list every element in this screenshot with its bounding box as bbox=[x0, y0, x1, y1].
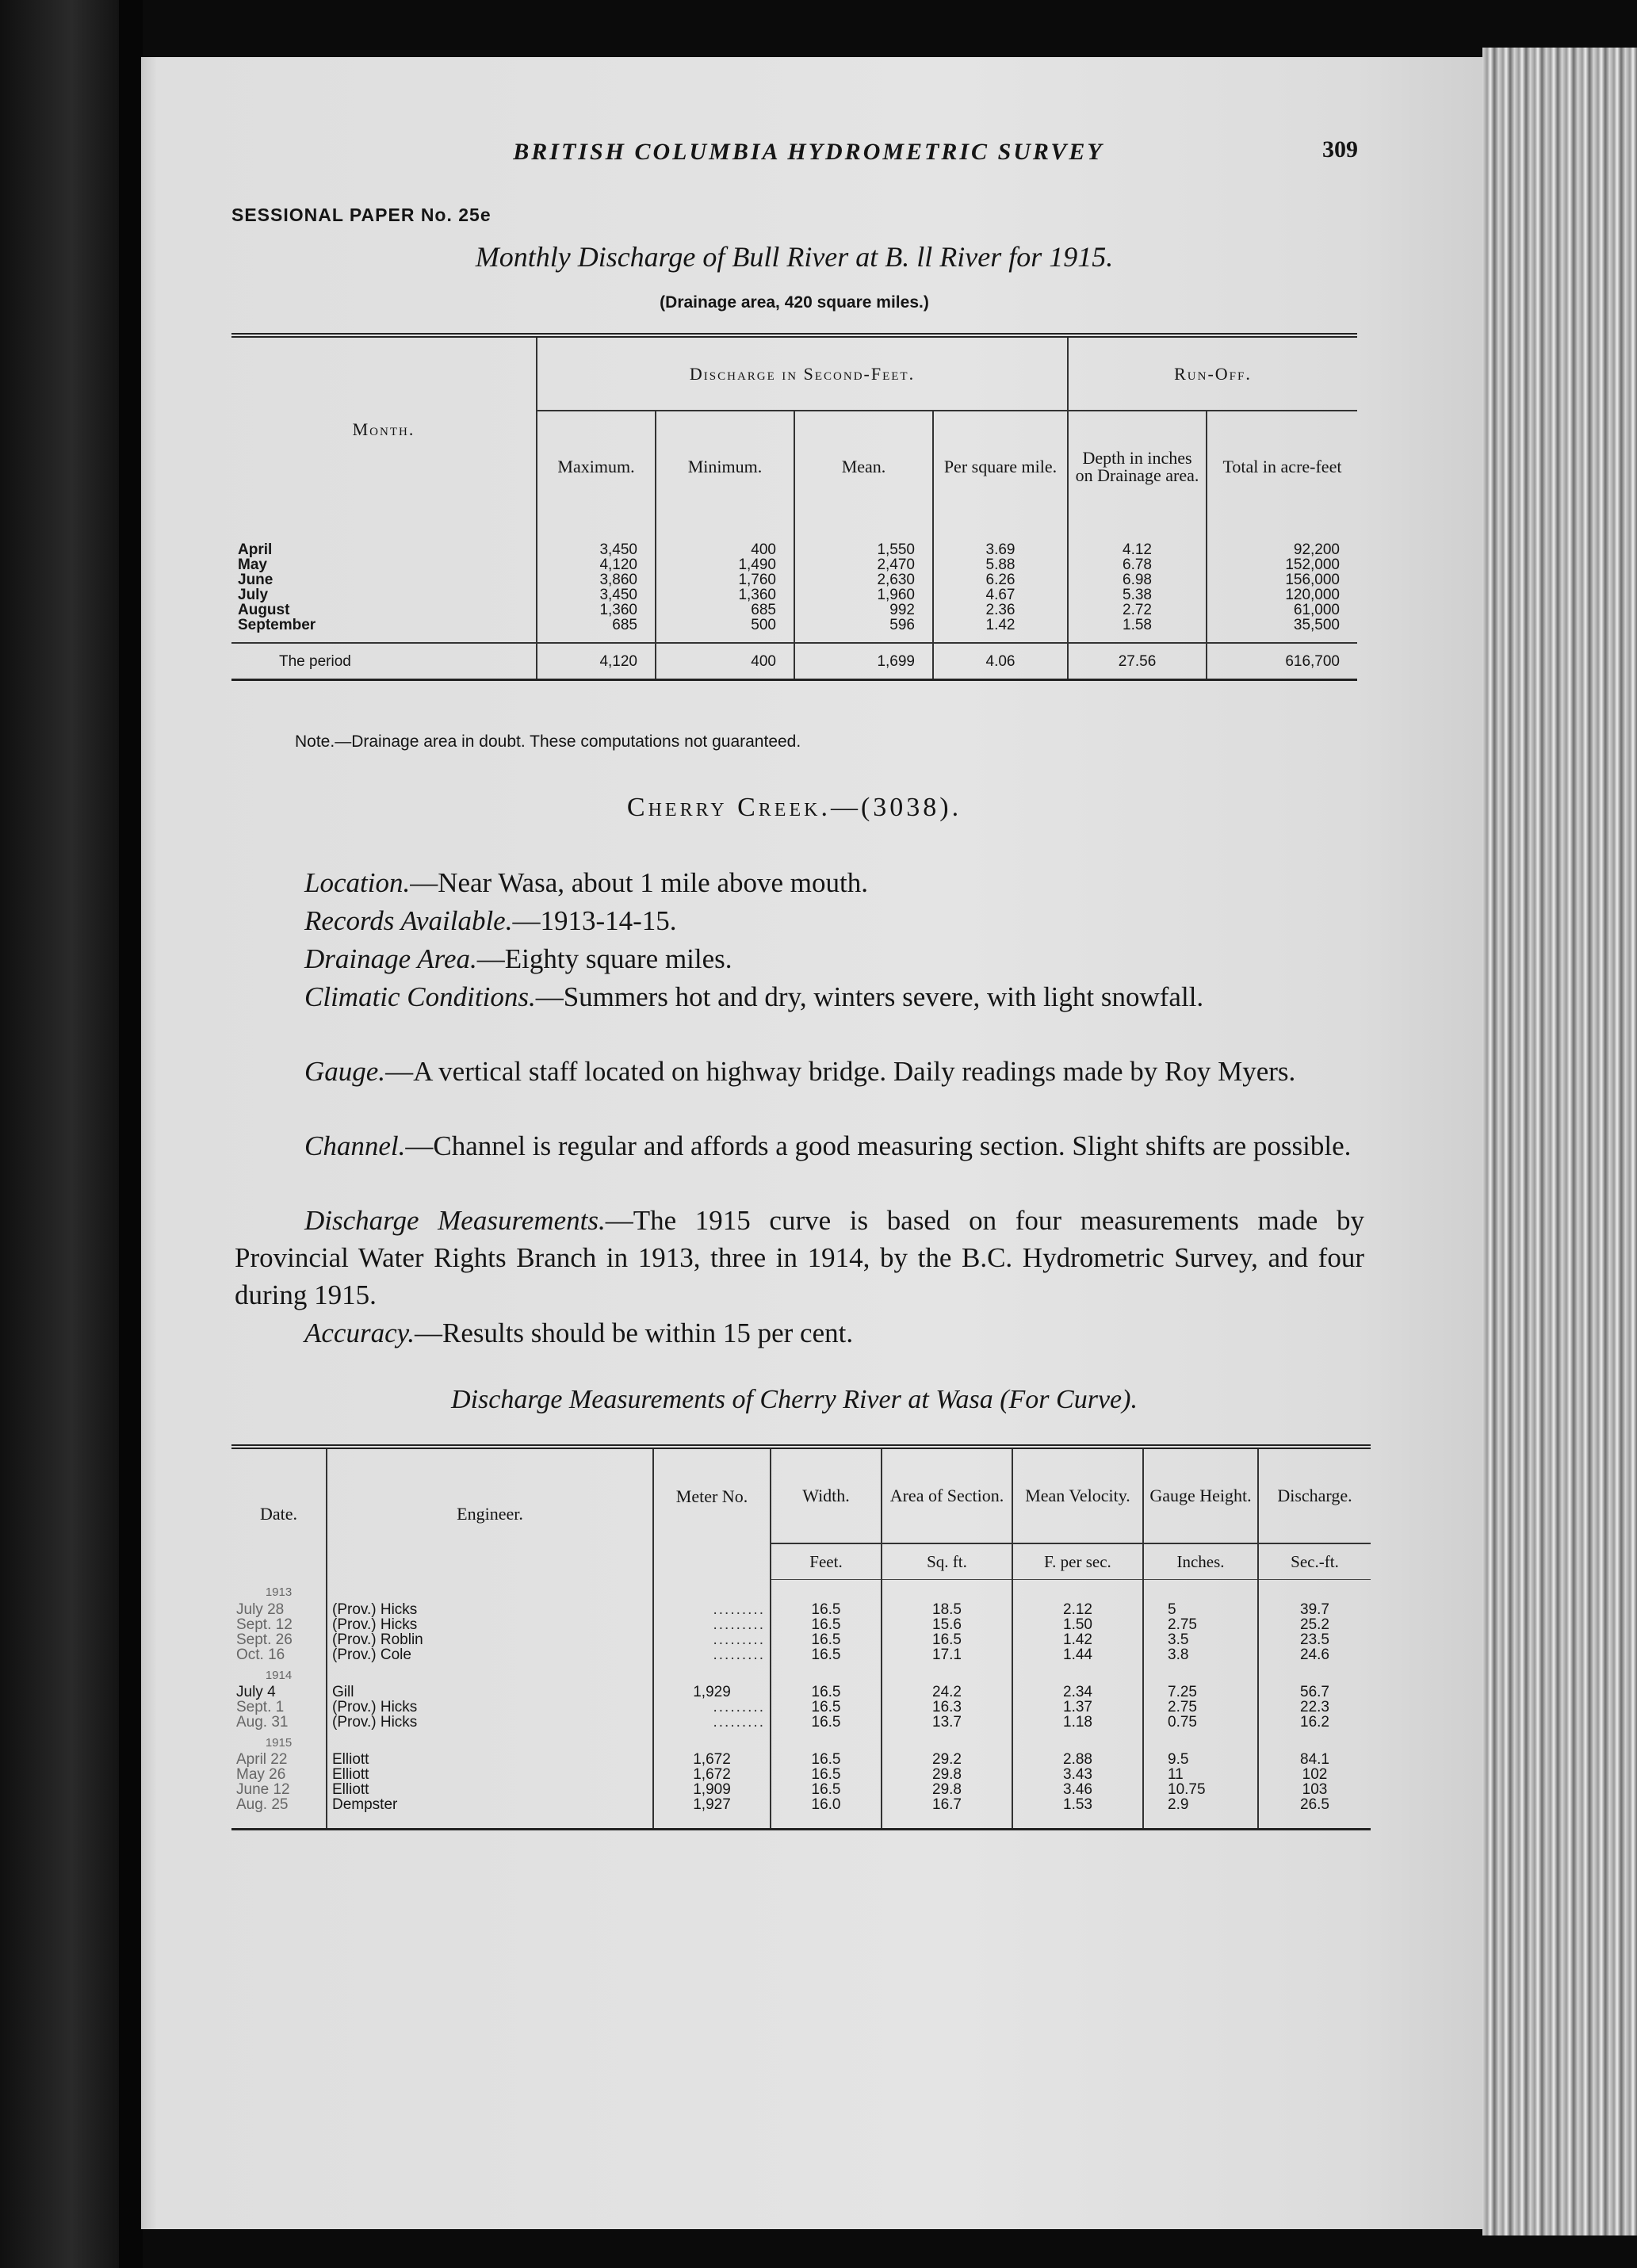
section-title: Cherry Creek.—(3038). bbox=[626, 793, 962, 822]
header-gauge: Gauge Height. bbox=[1143, 1447, 1258, 1543]
meter-cell: ......... bbox=[653, 1617, 771, 1632]
header-width: Width. bbox=[771, 1447, 882, 1543]
header-runoff-group: Run-Off. bbox=[1068, 335, 1357, 411]
location-label: Location. bbox=[304, 867, 411, 898]
measurements-table-title: Discharge Measurements of Cherry River at Wasa (For Curve). bbox=[451, 1385, 1138, 1414]
unit-width: Feet. bbox=[771, 1543, 882, 1580]
records-label: Records Available. bbox=[304, 905, 513, 936]
table-note: Note.—Drainage area in doubt. These computations not guaranteed. bbox=[295, 732, 801, 751]
drainage-label: Drainage Area. bbox=[304, 943, 477, 974]
table-row: April 3,450 400 1,550 3.69 4.12 92,200 bbox=[231, 522, 1357, 557]
header-discharge-group: Discharge in Second-Feet. bbox=[537, 335, 1068, 411]
year-row: 1913 bbox=[231, 1580, 1371, 1603]
table-row: July 3,450 1,360 1,960 4.67 5.38 120,000 bbox=[231, 587, 1357, 602]
table-row: Aug. 25 Dempster 1,927 16.0 16.7 1.53 2.9 26.5 bbox=[231, 1797, 1371, 1830]
header-discharge: Discharge. bbox=[1258, 1447, 1371, 1543]
period-total-row: The period 4,120 400 1,699 4.06 27.56 616,700 bbox=[231, 643, 1357, 680]
drainage-paragraph: Drainage Area.—Eighty square miles. bbox=[304, 943, 732, 974]
header-depth: Depth in inches on Drainage area. bbox=[1068, 411, 1207, 522]
monthly-table-subtitle: (Drainage area, 420 square miles.) bbox=[660, 293, 929, 312]
accuracy-paragraph: Accuracy.—Results should be within 15 per cent. bbox=[304, 1318, 854, 1348]
meter-cell: ......... bbox=[653, 1632, 771, 1647]
climatic-paragraph: Climatic Conditions.—Summers hot and dry, winters severe, with light snowfall. bbox=[304, 981, 1204, 1012]
channel-label: Channel. bbox=[304, 1130, 406, 1161]
header-total: Total in acre-feet bbox=[1207, 411, 1357, 522]
unit-area: Sq. ft. bbox=[882, 1543, 1012, 1580]
meter-cell: ......... bbox=[653, 1602, 771, 1617]
facing-page-edge bbox=[0, 0, 119, 2268]
table-row: September 685 500 596 1.42 1.58 35,500 bbox=[231, 618, 1357, 643]
table-row: Oct. 16 (Prov.) Cole ......... 16.5 17.1 1.44 3.8 24.6 bbox=[231, 1647, 1371, 1662]
table-row: June 3,860 1,760 2,630 6.26 6.98 156,000 bbox=[231, 572, 1357, 587]
header-mean: Mean. bbox=[794, 411, 933, 522]
header-area: Area of Section. bbox=[882, 1447, 1012, 1543]
table-row: May 26 Elliott 1,672 16.5 29.8 3.43 11 102 bbox=[231, 1767, 1371, 1782]
year-row: 1915 bbox=[231, 1730, 1371, 1752]
header-per-square-mile: Per square mile. bbox=[933, 411, 1068, 522]
discharge-label: Discharge Measurements. bbox=[304, 1205, 606, 1236]
channel-paragraph: Channel.—Channel is regular and affords a good measuring section. Slight shifts are possible. bbox=[304, 1130, 1352, 1161]
header-meter: Meter No. bbox=[653, 1447, 771, 1543]
sessional-paper-label: SESSIONAL PAPER No. 25e bbox=[231, 205, 491, 225]
unit-gauge: Inches. bbox=[1143, 1543, 1258, 1580]
header-velocity: Mean Velocity. bbox=[1012, 1447, 1143, 1543]
meter-cell: ......... bbox=[653, 1700, 771, 1715]
table-row: Sept. 1 (Prov.) Hicks ......... 16.5 16.3 1.37 2.75 22.3 bbox=[231, 1700, 1371, 1715]
table-row: Sept. 12 (Prov.) Hicks ......... 16.5 15.6 1.50 2.75 25.2 bbox=[231, 1617, 1371, 1632]
accuracy-label: Accuracy. bbox=[304, 1318, 415, 1348]
page-edge-stack bbox=[1482, 48, 1637, 2235]
gauge-paragraph: Gauge.—A vertical staff located on highway bridge. Daily readings made by Roy Myers. bbox=[304, 1056, 1296, 1087]
header-month: Month. bbox=[352, 419, 415, 439]
discharge-paragraph: Discharge Measurements.—The 1915 curve is based on four measurements made by Provincial Water Rights Branch in 1913, three in 1914, by the B.C. Hydrometric Survey, and four during 1915. bbox=[235, 1205, 1364, 1310]
table-row: June 12 Elliott 1,909 16.5 29.8 3.46 10.75 103 bbox=[231, 1782, 1371, 1797]
table-row: August 1,360 685 992 2.36 2.72 61,000 bbox=[231, 602, 1357, 618]
table-row: July 4 Gill 1,929 16.5 24.2 2.34 7.25 56.7 bbox=[231, 1685, 1371, 1700]
meter-cell: ......... bbox=[653, 1647, 771, 1662]
running-head: BRITISH COLUMBIA HYDROMETRIC SURVEY bbox=[513, 139, 1104, 165]
discharge-measurements-table bbox=[231, 1444, 1371, 1830]
table-row: Aug. 31 (Prov.) Hicks ......... 16.5 13.7 1.18 0.75 16.2 bbox=[231, 1715, 1371, 1730]
page-number: 309 bbox=[1322, 136, 1358, 163]
header-minimum: Minimum. bbox=[656, 411, 794, 522]
book-spine bbox=[119, 0, 143, 2268]
table-row: Sept. 26 (Prov.) Roblin ......... 16.5 16.5 1.42 3.5 23.5 bbox=[231, 1632, 1371, 1647]
table-row: July 28 (Prov.) Hicks ......... 16.5 18.5 2.12 5 39.7 bbox=[231, 1602, 1371, 1617]
table-row: May 4,120 1,490 2,470 5.88 6.78 152,000 bbox=[231, 557, 1357, 572]
header-maximum: Maximum. bbox=[537, 411, 656, 522]
year-row: 1914 bbox=[231, 1662, 1371, 1685]
location-paragraph: Location.—Near Wasa, about 1 mile above mouth. bbox=[304, 867, 868, 898]
meter-cell: ......... bbox=[653, 1715, 771, 1730]
monthly-discharge-table bbox=[231, 333, 1357, 681]
header-engineer: Engineer. bbox=[327, 1447, 653, 1580]
table-row: April 22 Elliott 1,672 16.5 29.2 2.88 9.5 84.1 bbox=[231, 1752, 1371, 1767]
climatic-label: Climatic Conditions. bbox=[304, 981, 536, 1012]
unit-velocity: F. per sec. bbox=[1012, 1543, 1143, 1580]
monthly-table-title: Monthly Discharge of Bull River at B. ll River for 1915. bbox=[475, 241, 1114, 273]
unit-discharge: Sec.-ft. bbox=[1258, 1543, 1371, 1580]
header-date: Date. bbox=[259, 1504, 298, 1524]
records-paragraph: Records Available.—1913-14-15. bbox=[304, 905, 677, 936]
gauge-label: Gauge. bbox=[304, 1056, 386, 1087]
